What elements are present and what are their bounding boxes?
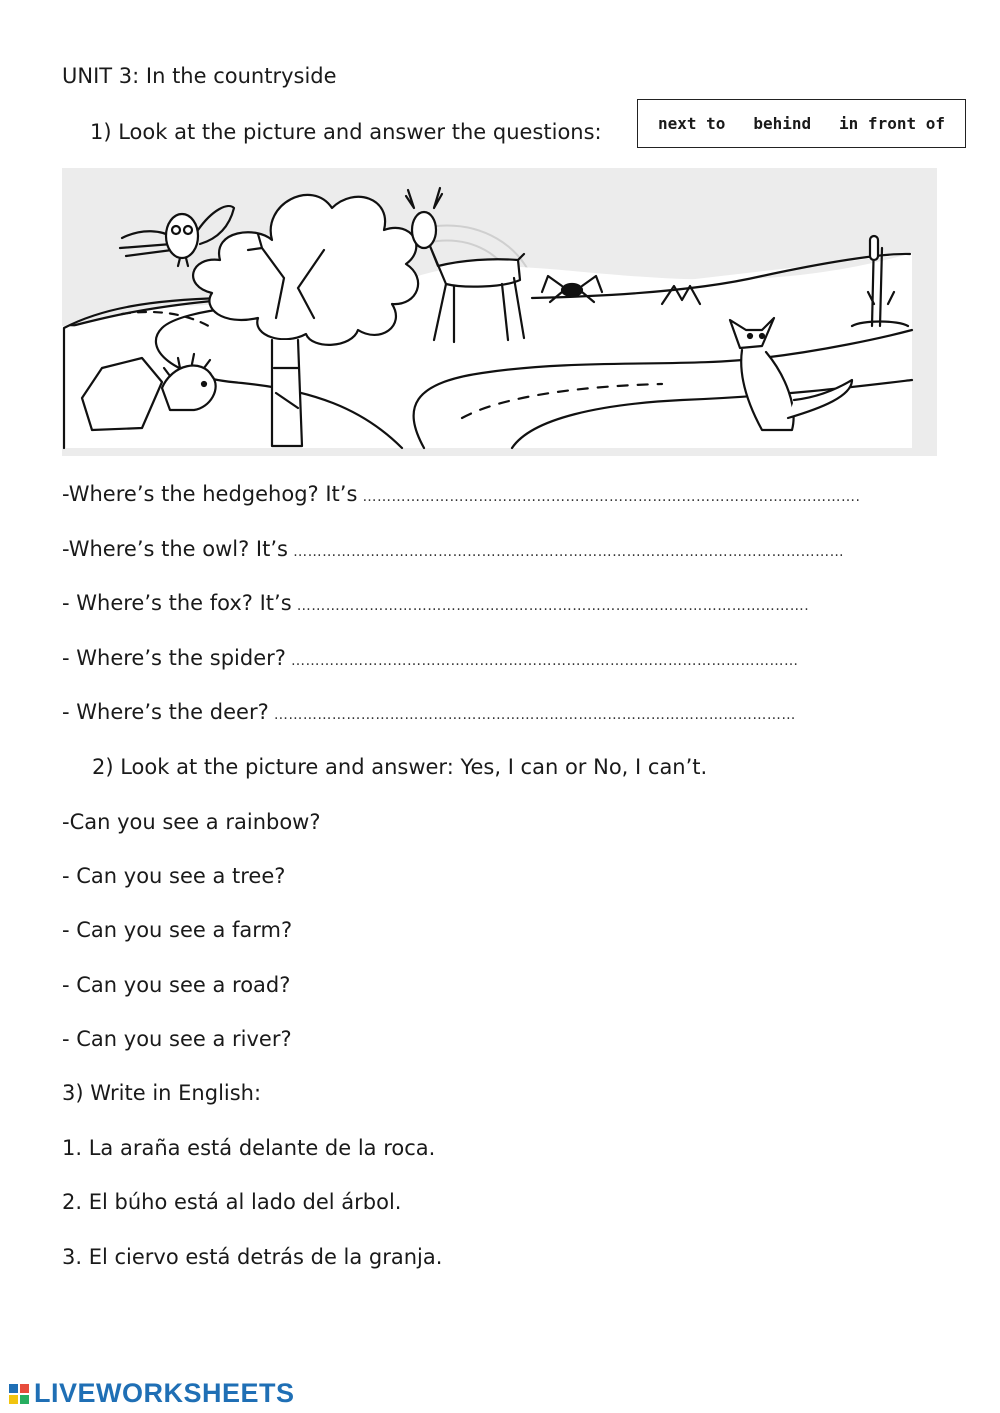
- question-river: - Can you see a river?: [62, 1027, 292, 1051]
- sentence-1: 1. La araña está delante de la roca.: [62, 1136, 436, 1160]
- question-text: - Where’s the deer?: [62, 700, 269, 724]
- countryside-picture: [62, 168, 937, 456]
- question-owl: [62, 537, 844, 561]
- answer-line[interactable]: ……………………………………………………………………………………………: [291, 653, 799, 669]
- section3-instruction: 3) Write in English:: [62, 1081, 262, 1105]
- section1-instruction: 1) Look at the picture and answer the questions:: [90, 120, 602, 144]
- liveworksheets-logo-icon: [8, 1383, 30, 1405]
- sentence-2: 2. El búho está al lado del árbol.: [62, 1190, 402, 1214]
- question-rainbow: -Can you see a rainbow?: [62, 810, 321, 834]
- question-spider: [62, 646, 799, 670]
- section2-instruction: 2) Look at the picture and answer: Yes, I can or No, I can’t.: [92, 755, 708, 779]
- sentence-3: 3. El ciervo está detrás de la granja.: [62, 1245, 443, 1269]
- answer-line[interactable]: ………………………………………………………………………………………………: [273, 707, 796, 723]
- question-tree: - Can you see a tree?: [62, 864, 286, 888]
- question-text: - Where’s the fox? It’s: [62, 591, 292, 615]
- word-bank-item: in front of: [839, 114, 945, 133]
- answer-line[interactable]: …………………………………………………………………………………………….: [296, 598, 810, 614]
- question-road: - Can you see a road?: [62, 973, 291, 997]
- question-farm: - Can you see a farm?: [62, 918, 293, 942]
- word-bank-item: behind: [753, 114, 812, 133]
- owl-icon: [120, 206, 234, 266]
- page-title: UNIT 3: In the countryside: [62, 64, 337, 88]
- question-text: - Where’s the spider?: [62, 646, 286, 670]
- answer-line[interactable]: ………………………………………………………………………………………….: [362, 489, 861, 505]
- answer-line[interactable]: ……………………………………………………………………………………………………: [293, 544, 845, 560]
- question-deer: [62, 700, 796, 724]
- question-text: -Where’s the hedgehog? It’s: [62, 482, 358, 506]
- question-fox: [62, 591, 809, 615]
- question-hedgehog: [62, 482, 860, 506]
- brand-name: LIVEWORKSHEETS: [34, 1378, 295, 1408]
- question-text: -Where’s the owl? It’s: [62, 537, 288, 561]
- footer-brand[interactable]: [8, 1378, 295, 1409]
- word-bank: [637, 99, 966, 148]
- word-bank-item: next to: [657, 114, 726, 133]
